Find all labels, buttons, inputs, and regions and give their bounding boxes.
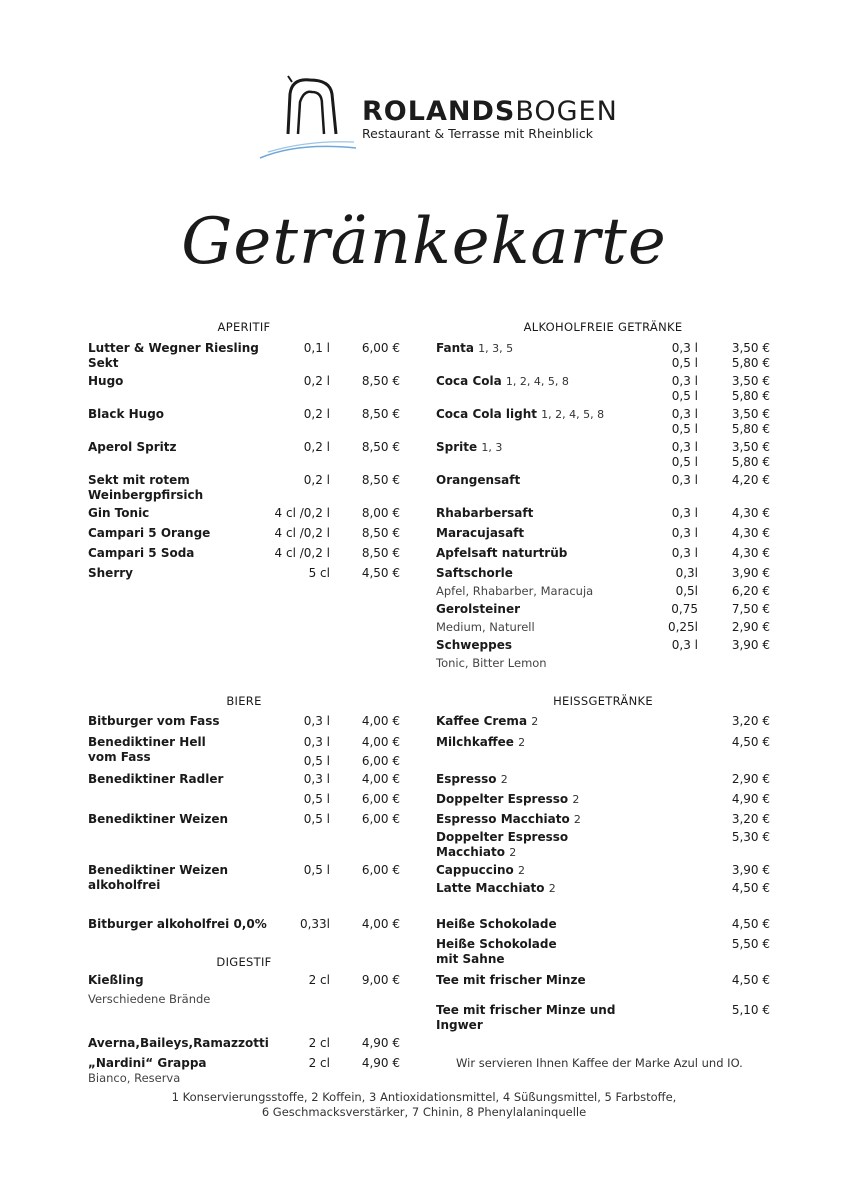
- menu-item-name: [88, 772, 223, 787]
- menu-item-price: 6,00 €: [361, 341, 400, 355]
- menu-item-name-text: Coca Cola light: [436, 407, 537, 421]
- menu-item-name: [436, 546, 567, 561]
- menu-item-name: [436, 566, 513, 581]
- page-title: Getränkekarte: [181, 205, 667, 279]
- menu-item-description: Bianco, Reserva: [88, 1071, 181, 1085]
- menu-item-volume: 0,2 l: [303, 473, 330, 487]
- menu-item-name-text: Cappuccino: [436, 863, 514, 877]
- menu-item-price: 3,90 €: [731, 863, 770, 877]
- coffee-note: Wir servieren Ihnen Kaffee der Marke Azul und IO.: [456, 1056, 743, 1070]
- menu-item-name: [436, 863, 525, 878]
- menu-item-price: 4,30 €: [731, 546, 770, 560]
- menu-item-name-text: Gerolsteiner: [436, 602, 520, 616]
- menu-item: [88, 374, 400, 389]
- menu-item-name-text: Benediktiner Weizen: [88, 812, 229, 826]
- menu-item-name-text: Espresso Macchiato: [436, 812, 570, 826]
- section-heading-aperitif: APERITIF: [217, 320, 271, 334]
- menu-item-name: [436, 792, 579, 807]
- menu-item-price: 7,50 €: [731, 602, 770, 616]
- menu-item-volume: 0,1 l: [303, 341, 330, 355]
- menu-item: [436, 602, 770, 634]
- menu-item-additives: 1, 3: [481, 441, 503, 454]
- menu-item-volume: 0,3 l: [671, 526, 698, 540]
- menu-item-price: 4,50 €: [731, 917, 770, 931]
- menu-item-price: 5,30 €: [731, 830, 770, 844]
- menu-item-name: [88, 546, 194, 561]
- menu-item-name-text: Campari 5 Orange: [88, 526, 211, 540]
- menu-item-volume: 0,3 l: [671, 407, 698, 421]
- menu-item-additives: 2: [517, 864, 525, 877]
- menu-item-volume: 2 cl: [308, 1056, 330, 1070]
- menu-item-price: 3,90 €: [731, 638, 770, 652]
- menu-item-name-text: Sprite: [436, 440, 478, 454]
- menu-item-volume: 0,3l: [675, 566, 698, 580]
- menu-item-volume: 0,5 l: [303, 863, 330, 877]
- menu-item-name-text: Milchkaffee: [436, 735, 514, 749]
- menu-item-volume: 0,3 l: [671, 638, 698, 652]
- menu-item-volume-2: 0,5 l: [303, 754, 330, 768]
- menu-item-name-text: Coca Cola: [436, 374, 502, 388]
- menu-item-name-text: Fanta: [436, 341, 474, 355]
- menu-item-description: Verschiedene Brände: [88, 992, 211, 1006]
- menu-item: [436, 772, 770, 787]
- menu-item-name-text: Tee mit frischer Minze und: [436, 1003, 616, 1017]
- menu-item-price-2: 2,90 €: [731, 620, 770, 634]
- menu-item-volume: 0,3 l: [671, 341, 698, 355]
- menu-item-volume-2: 0,5l: [675, 584, 698, 598]
- menu-item: [88, 566, 400, 581]
- menu-item: [88, 714, 400, 729]
- menu-item-additives: 1, 3, 5: [478, 342, 514, 355]
- footnote-line-2: 6 Geschmacksverstärker, 7 Chinin, 8 Phenylalaninquelle: [261, 1105, 587, 1119]
- menu-item: [436, 638, 770, 670]
- menu-item-price-2: 6,20 €: [731, 584, 770, 598]
- menu-item: [436, 374, 770, 403]
- menu-item-volume: 0,2 l: [303, 407, 330, 421]
- menu-item-name: [88, 566, 133, 581]
- menu-item-price: 4,00 €: [361, 714, 400, 728]
- menu-item: [436, 863, 770, 878]
- menu-item: [436, 830, 770, 859]
- menu-item-price: 8,50 €: [361, 526, 400, 540]
- menu-item: [436, 735, 770, 750]
- menu-item-description: Apfel, Rhabarber, Maracuja: [436, 584, 594, 598]
- menu-item-name: [436, 374, 569, 389]
- menu-item-price: 4,50 €: [361, 566, 400, 580]
- menu-item-name: [88, 440, 176, 455]
- menu-item-name: [436, 1003, 615, 1033]
- menu-item-additives: 2: [573, 813, 581, 826]
- menu-item-name: [436, 881, 556, 896]
- menu-item-name-text: Bitburger vom Fass: [88, 714, 220, 728]
- menu-item-name-text: Espresso: [436, 772, 497, 786]
- arch-logo-icon: [258, 72, 358, 164]
- menu-item-name: [436, 772, 508, 787]
- menu-item-name-text: Heiße Schokolade: [436, 917, 557, 931]
- menu-item-volume: 0,3 l: [671, 473, 698, 487]
- menu-item-name: [436, 473, 520, 488]
- menu-item: [88, 473, 400, 502]
- logo: [258, 72, 618, 164]
- menu-item-name-text: Maracujasaft: [436, 526, 525, 540]
- menu-item-price: 4,00 €: [361, 917, 400, 931]
- menu-item-additives: 2: [548, 882, 556, 895]
- menu-item-name: [88, 374, 123, 389]
- menu-item-price: 4,00 €: [361, 772, 400, 786]
- menu-item: [436, 440, 770, 469]
- menu-item-name-text: Benediktiner Weizen: [88, 863, 229, 877]
- menu-item-volume-2: 0,5 l: [671, 455, 698, 469]
- menu-item-volume: 0,3 l: [303, 735, 330, 749]
- menu-item-description: Tonic, Bitter Lemon: [436, 656, 547, 670]
- menu-item-name: [88, 341, 259, 371]
- menu-item-price: 9,00 €: [361, 973, 400, 987]
- menu-item-volume: 0,2 l: [303, 374, 330, 388]
- menu-item-volume-2: 0,25l: [667, 620, 698, 634]
- menu-item-name-text: Heiße Schokolade: [436, 937, 557, 951]
- menu-item-price-2: 6,00 €: [361, 754, 400, 768]
- menu-item-name: [436, 812, 581, 827]
- menu-item-price: 8,50 €: [361, 546, 400, 560]
- menu-item-volume: 2 cl: [308, 1036, 330, 1050]
- menu-item: [436, 881, 770, 896]
- menu-item-volume: 0,3 l: [671, 506, 698, 520]
- menu-item: [88, 526, 400, 541]
- menu-item-name: [88, 973, 144, 988]
- menu-item-volume: 5 cl: [308, 566, 330, 580]
- menu-item-price: 8,00 €: [361, 506, 400, 520]
- menu-item-price: 4,90 €: [361, 1056, 400, 1070]
- menu-item: [88, 1036, 400, 1051]
- menu-item-price: 4,00 €: [361, 735, 400, 749]
- menu-item-name: [436, 714, 538, 729]
- menu-item: [436, 341, 770, 370]
- menu-item-price: 4,90 €: [361, 1036, 400, 1050]
- menu-item-price: 8,50 €: [361, 473, 400, 487]
- menu-item-additives: 2: [509, 846, 517, 859]
- menu-item-volume: 0,3 l: [671, 546, 698, 560]
- menu-item: [88, 546, 400, 561]
- menu-item-name-line-2: Sekt: [88, 356, 119, 370]
- menu-item: [436, 526, 770, 541]
- menu-item-name-text: „Nardini“ Grappa: [88, 1056, 207, 1070]
- menu-item: [436, 917, 770, 932]
- menu-item-name-line-2: Weinbergpfirsich: [88, 488, 204, 502]
- menu-item: [436, 473, 770, 488]
- menu-item-name: [88, 735, 206, 765]
- menu-item-volume: 0,33l: [299, 917, 330, 931]
- menu-item-name: [88, 473, 203, 503]
- menu-item-name: [88, 407, 164, 422]
- menu-item-name-text: Benediktiner Hell: [88, 735, 206, 749]
- menu-item-name-line-2: Macchiato: [436, 845, 505, 859]
- menu-item-volume: 0,5 l: [303, 812, 330, 826]
- menu-item-name-text: Kießling: [88, 973, 144, 987]
- menu-item-name-text: Lutter & Wegner Riesling: [88, 341, 259, 355]
- menu-item-name-line-2: mit Sahne: [436, 952, 505, 966]
- menu-item-name: [88, 863, 228, 893]
- menu-item-name: [88, 526, 210, 541]
- menu-item-additives: 2: [572, 793, 580, 806]
- menu-item: [436, 506, 770, 521]
- menu-item-name: [436, 407, 604, 422]
- menu-item: [88, 735, 400, 768]
- menu-item-volume: 4 cl /0,2 l: [274, 526, 330, 540]
- menu-item-price: 6,00 €: [361, 863, 400, 877]
- menu-item-price: 3,90 €: [731, 566, 770, 580]
- menu-item-name: [88, 1056, 207, 1071]
- menu-item-price: 8,50 €: [361, 440, 400, 454]
- menu-item-price: 3,20 €: [731, 714, 770, 728]
- menu-item-price: 6,00 €: [361, 812, 400, 826]
- menu-item-volume-2: 0,5 l: [671, 422, 698, 436]
- menu-item: [88, 1056, 400, 1085]
- menu-item-volume: 4 cl /0,2 l: [274, 506, 330, 520]
- menu-item-volume: 0,3 l: [671, 440, 698, 454]
- menu-item-price: 2,90 €: [731, 772, 770, 786]
- menu-item: [88, 863, 400, 892]
- menu-item-price: 4,20 €: [731, 473, 770, 487]
- menu-item-name-text: Sekt mit rotem: [88, 473, 190, 487]
- menu-item-name: [436, 917, 557, 932]
- menu-item: [436, 812, 770, 827]
- menu-item-price: 3,20 €: [731, 812, 770, 826]
- menu-item: [88, 440, 400, 455]
- menu-item-name-text: Tee mit frischer Minze: [436, 973, 586, 987]
- menu-item-name: [436, 830, 568, 860]
- menu-item-name-text: Hugo: [88, 374, 124, 388]
- menu-item-additives: 2: [531, 715, 539, 728]
- menu-item-volume-2: 0,5 l: [303, 792, 330, 806]
- menu-item-name: [436, 638, 512, 653]
- section-heading-alkoholfrei: ALKOHOLFREIE GETRÄNKE: [523, 320, 683, 334]
- menu-item-name-text: Latte Macchiato: [436, 881, 545, 895]
- menu-item-name: [436, 341, 513, 356]
- menu-item-volume: 2 cl: [308, 973, 330, 987]
- menu-item-price: 5,50 €: [731, 937, 770, 951]
- menu-item: [436, 973, 770, 988]
- menu-item: [88, 812, 400, 827]
- menu-item-price: 4,30 €: [731, 506, 770, 520]
- menu-item-name-line-2: vom Fass: [88, 750, 151, 764]
- section-heading-digestif: DIGESTIF: [216, 955, 272, 969]
- menu-item-name-text: Averna,Baileys,Ramazzotti: [88, 1036, 269, 1050]
- menu-item-additives: 2: [518, 736, 526, 749]
- menu-item-price: 4,50 €: [731, 881, 770, 895]
- menu-item-name-text: Orangensaft: [436, 473, 521, 487]
- menu-item-price: 3,50 €: [731, 407, 770, 421]
- menu-item: [436, 1003, 770, 1032]
- menu-item-name-text: Sherry: [88, 566, 133, 580]
- menu-item: [88, 772, 400, 806]
- menu-item-name-text: Schweppes: [436, 638, 512, 652]
- menu-item-name: [436, 735, 525, 750]
- menu-item-volume: 0,75: [671, 602, 698, 616]
- menu-item-volume-2: 0,5 l: [671, 389, 698, 403]
- menu-item-volume: 0,3 l: [303, 714, 330, 728]
- menu-item: [88, 506, 400, 521]
- menu-item-name-text: Kaffee Crema: [436, 714, 528, 728]
- menu-item-name-text: Rhabarbersaft: [436, 506, 534, 520]
- menu-item-name: [436, 973, 586, 988]
- menu-item-name: [88, 714, 220, 729]
- menu-item-price: 3,50 €: [731, 440, 770, 454]
- menu-item-volume: 0,3 l: [303, 772, 330, 786]
- menu-item: [88, 407, 400, 422]
- menu-item-price: 3,50 €: [731, 341, 770, 355]
- menu-item-description: Medium, Naturell: [436, 620, 535, 634]
- menu-item-name: [88, 812, 228, 827]
- menu-item-price: 8,50 €: [361, 374, 400, 388]
- menu-item-volume: 4 cl /0,2 l: [274, 546, 330, 560]
- menu-item: [436, 407, 770, 436]
- menu-item-name-text: Saftschorle: [436, 566, 513, 580]
- menu-item-price: 8,50 €: [361, 407, 400, 421]
- menu-item-price-2: 5,80 €: [731, 422, 770, 436]
- menu-item-name: [436, 440, 502, 455]
- menu-item-additives: 1, 2, 4, 5, 8: [541, 408, 605, 421]
- menu-item-volume: 0,3 l: [671, 374, 698, 388]
- menu-item-price-2: 5,80 €: [731, 389, 770, 403]
- menu-item-volume-2: 0,5 l: [671, 356, 698, 370]
- menu-item: [88, 973, 400, 1006]
- menu-item: [436, 937, 770, 966]
- menu-item: [436, 546, 770, 561]
- menu-item: [436, 792, 770, 807]
- section-heading-biere: BIERE: [226, 694, 262, 708]
- menu-item-price: 4,90 €: [731, 792, 770, 806]
- menu-item: [436, 566, 770, 598]
- menu-item-additives: 2: [500, 773, 508, 786]
- menu-item-name-text: Apfelsaft naturtrüb: [436, 546, 568, 560]
- menu-item-additives: 1, 2, 4, 5, 8: [505, 375, 569, 388]
- menu-item-name-text: Doppelter Espresso: [436, 830, 569, 844]
- menu-item-name-line-2: alkoholfrei: [88, 878, 161, 892]
- section-heading-heiss: HEISSGETRÄNKE: [553, 694, 653, 708]
- menu-item-price-2: 5,80 €: [731, 455, 770, 469]
- menu-item-name: [436, 937, 557, 967]
- footnote-line-1: 1 Konservierungsstoffe, 2 Koffein, 3 Antioxidationsmittel, 4 Süßungsmittel, 5 Farbstoffe,: [171, 1090, 677, 1104]
- menu-item-name-text: Aperol Spritz: [88, 440, 177, 454]
- menu-item: [436, 714, 770, 729]
- menu-item-name-text: Campari 5 Soda: [88, 546, 195, 560]
- brand-name: ROLANDSBOGEN: [362, 96, 618, 127]
- menu-item-name: [88, 506, 149, 521]
- tagline: Restaurant & Terrasse mit Rheinblick: [362, 126, 593, 141]
- menu-item-name-line-2: Ingwer: [436, 1018, 483, 1032]
- menu-item-price: 4,50 €: [731, 735, 770, 749]
- menu-item: [88, 917, 400, 932]
- menu-item-name-text: Doppelter Espresso: [436, 792, 569, 806]
- menu-item-name: [436, 506, 533, 521]
- menu-item-price: 3,50 €: [731, 374, 770, 388]
- menu-item-name-text: Gin Tonic: [88, 506, 150, 520]
- menu-item-name: [436, 526, 524, 541]
- menu-item-name-text: Bitburger alkoholfrei 0,0%: [88, 917, 267, 931]
- menu-item-name: [436, 602, 520, 617]
- menu-item-price: 5,10 €: [731, 1003, 770, 1017]
- menu-item-price: 4,50 €: [731, 973, 770, 987]
- menu-item-name-text: Benediktiner Radler: [88, 772, 224, 786]
- menu-item: [88, 341, 400, 370]
- menu-item-price-2: 5,80 €: [731, 356, 770, 370]
- menu-item-price-2: 6,00 €: [361, 792, 400, 806]
- menu-item-name-text: Black Hugo: [88, 407, 165, 421]
- menu-item-price: 4,30 €: [731, 526, 770, 540]
- menu-item-volume: 0,2 l: [303, 440, 330, 454]
